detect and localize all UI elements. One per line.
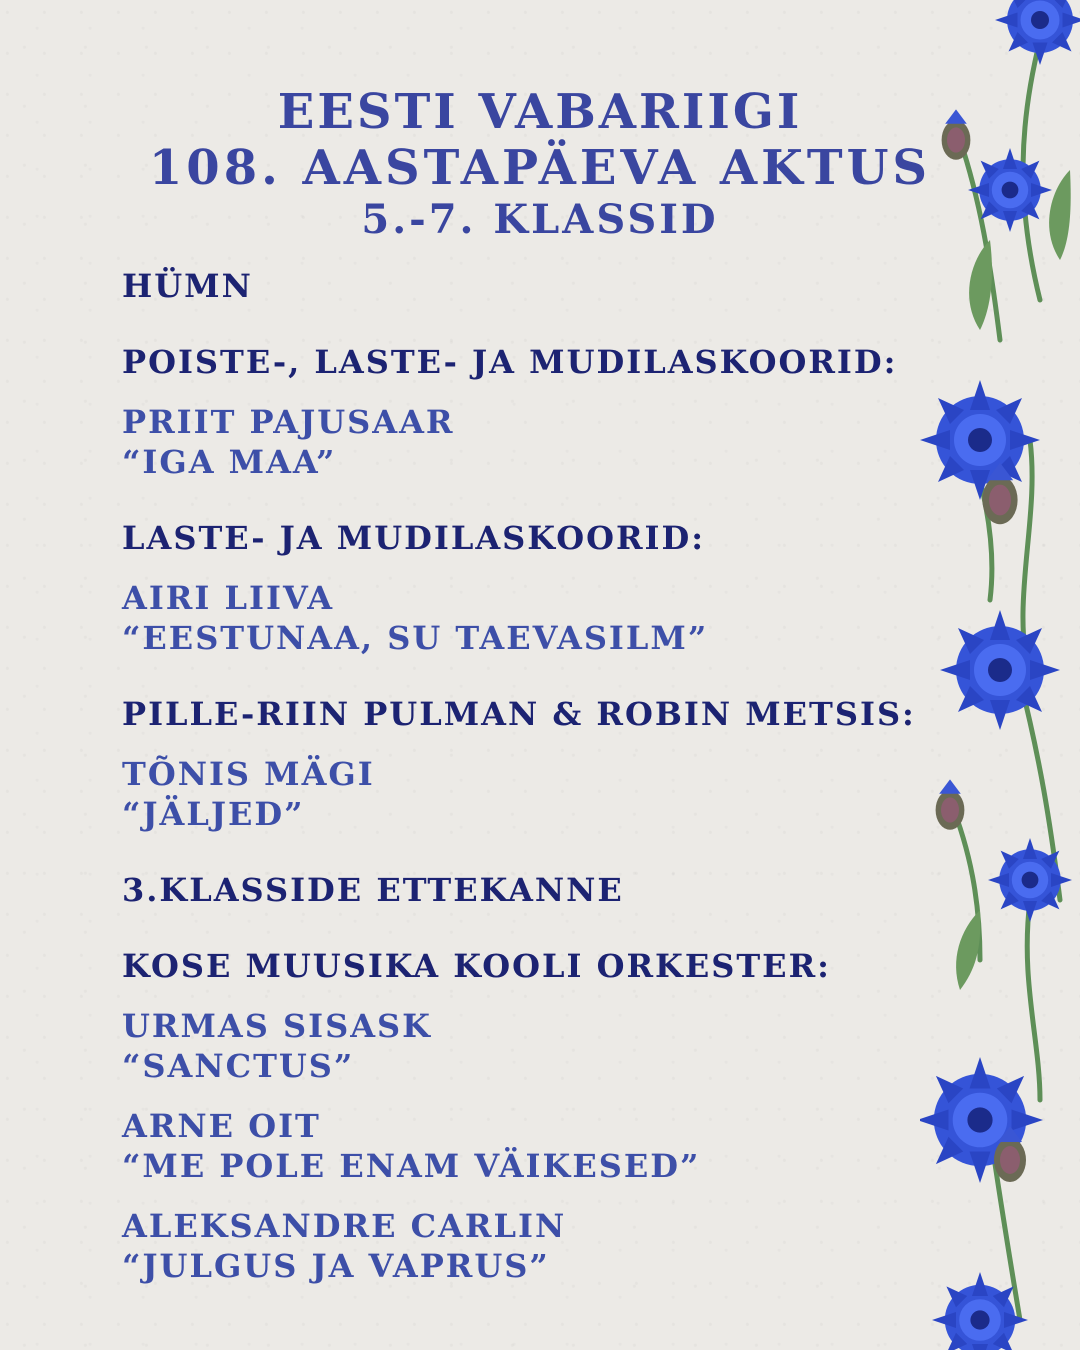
program-section-4 <box>122 946 952 1286</box>
piece-title: “SANCTUS” <box>122 1047 355 1085</box>
section-heading: KOSE MUUSIKA KOOLI ORKESTER: <box>122 947 831 985</box>
composer: TÕNIS MÄGI <box>122 755 375 793</box>
page-title <box>0 84 1080 244</box>
title-line-1: EESTI VABARIIGI <box>277 84 803 140</box>
composer: ARNE OIT <box>122 1107 321 1145</box>
piece-title: “IGA MAA” <box>122 443 337 481</box>
piece-title: “JÄLJED” <box>122 795 305 833</box>
program-list <box>122 266 952 1286</box>
section-heading: PILLE-RIIN PULMAN & ROBIN METSIS: <box>122 695 916 733</box>
program-section-3 <box>122 694 952 834</box>
cornflower-border <box>920 0 1080 1350</box>
piece-title: “EESTUNAA, SU TAEVASILM” <box>122 619 709 657</box>
performance-item: 3.KLASSIDE ETTEKANNE <box>122 871 624 909</box>
program-section-1 <box>122 342 952 482</box>
title-line-3: 5.-7. KLASSID <box>361 196 719 243</box>
composer: AIRI LIIVA <box>122 579 335 617</box>
title-line-2: 108. AASTAPÄEVA AKTUS <box>148 140 932 196</box>
composer: URMAS SISASK <box>122 1007 432 1045</box>
piece-title: “ME POLE ENAM VÄIKESED” <box>122 1147 701 1185</box>
composer: PRIIT PAJUSAAR <box>122 403 455 441</box>
piece-title: “JULGUS JA VAPRUS” <box>122 1247 550 1285</box>
section-heading: LASTE- JA MUDILASKOORID: <box>122 519 706 557</box>
section-heading: POISTE-, LASTE- JA MUDILASKOORID: <box>122 343 898 381</box>
composer: ALEKSANDRE CARLIN <box>122 1207 567 1245</box>
program-section-2 <box>122 518 952 658</box>
anthem-item: HÜMN <box>122 267 253 305</box>
